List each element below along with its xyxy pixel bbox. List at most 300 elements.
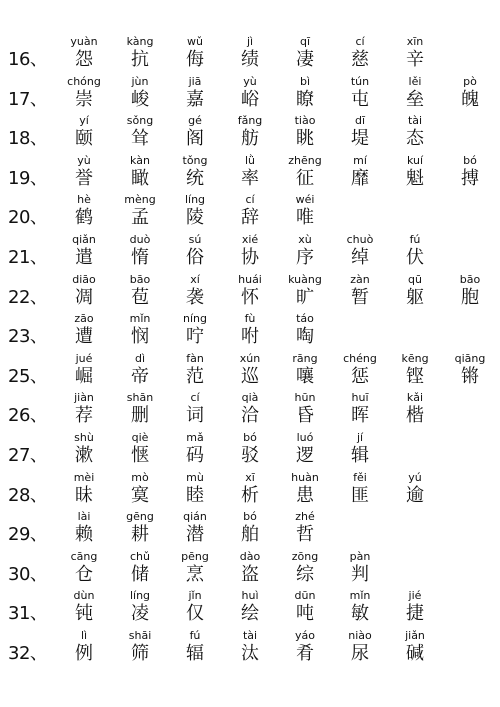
hanzi-character: 巡 (241, 365, 259, 387)
pinyin-label: pò (463, 74, 477, 88)
char-cell (55, 153, 113, 190)
char-cell (221, 153, 279, 190)
pinyin-label: bó (243, 510, 257, 524)
hanzi-character: 舫 (241, 128, 259, 150)
char-cell (111, 509, 169, 546)
hanzi-character: 嘉 (186, 88, 204, 110)
pinyin-label: xié (241, 233, 259, 246)
hanzi-character: 捷 (406, 603, 424, 625)
pinyin-label: jùn (131, 74, 149, 88)
char-cell (386, 588, 444, 625)
pinyin-label: xún (239, 351, 261, 365)
pinyin-label: yuàn (70, 35, 98, 48)
pinyin-label: diāo (72, 272, 96, 286)
pinyin-label: jiàn (74, 391, 94, 405)
char-cell (331, 430, 389, 467)
char-cell (331, 470, 389, 507)
row-number: 21、 (8, 247, 48, 268)
hanzi-character: 垒 (406, 88, 424, 110)
hanzi-character: 赖 (75, 524, 93, 546)
hanzi-character: 靡 (351, 167, 369, 189)
hanzi-character: 怀 (241, 286, 259, 308)
row-number: 28、 (8, 484, 48, 506)
char-cell (221, 311, 279, 348)
pinyin-label: jǐn (188, 589, 202, 603)
hanzi-character: 尿 (351, 643, 369, 664)
hanzi-character: 潜 (186, 524, 204, 546)
char-cell (166, 153, 224, 190)
char-cell (441, 74, 499, 111)
pinyin-label: kàng (126, 35, 154, 48)
char-cell (386, 153, 444, 190)
hanzi-character: 耕 (131, 524, 149, 546)
hanzi-character: 铿 (406, 365, 424, 387)
hanzi-character: 屯 (351, 88, 369, 110)
char-cell (166, 509, 224, 546)
char-cell (221, 232, 279, 269)
hanzi-character: 旷 (296, 286, 314, 308)
hanzi-character: 阁 (186, 128, 204, 150)
hanzi-character: 陵 (186, 207, 204, 229)
hanzi-character: 峪 (241, 88, 259, 110)
hanzi-character: 绰 (351, 247, 369, 268)
hanzi-character: 鹤 (75, 207, 93, 229)
pinyin-label: niào (348, 629, 372, 642)
hanzi-character: 暂 (351, 286, 369, 308)
char-cell (166, 272, 224, 309)
word-row (0, 113, 500, 151)
pinyin-label: dùn (73, 589, 95, 603)
char-cell (55, 549, 113, 586)
char-cell (331, 272, 389, 309)
char-cell (221, 628, 279, 665)
hanzi-character: 率 (241, 167, 259, 189)
pinyin-label: qián (183, 510, 207, 524)
pinyin-label: mò (131, 470, 149, 484)
pinyin-label: kǎi (406, 391, 424, 405)
hanzi-character: 钝 (75, 603, 93, 625)
hanzi-character: 漱 (75, 445, 93, 466)
hanzi-character: 俗 (186, 247, 204, 268)
hanzi-character: 患 (296, 484, 314, 506)
hanzi-character: 序 (296, 247, 314, 268)
pinyin-label: xù (298, 233, 312, 246)
row-number: 32、 (8, 643, 48, 664)
pinyin-label: chéng (343, 351, 377, 365)
char-cell (166, 549, 224, 586)
row-number: 30、 (8, 563, 48, 585)
hanzi-character: 辛 (406, 49, 424, 70)
char-cell (221, 430, 279, 467)
char-cell (386, 74, 444, 111)
pinyin-label: yù (243, 74, 257, 88)
char-cell (221, 74, 279, 111)
pinyin-label: jiā (188, 74, 202, 88)
pinyin-label: duò (129, 233, 151, 246)
pinyin-label: qiè (131, 431, 149, 444)
hanzi-character: 统 (186, 167, 204, 189)
hanzi-character: 匪 (351, 484, 369, 506)
pinyin-label: wǔ (187, 35, 203, 48)
pinyin-label: shāi (128, 629, 152, 642)
hanzi-character: 洽 (241, 405, 259, 427)
pinyin-label: fú (409, 233, 421, 246)
hanzi-character: 凌 (131, 603, 149, 625)
pinyin-label: bó (243, 431, 257, 444)
hanzi-character: 伏 (406, 247, 424, 268)
word-row (0, 153, 500, 191)
char-cell (276, 113, 334, 150)
char-cell (441, 153, 499, 190)
word-row (0, 192, 500, 230)
char-cell (166, 351, 224, 388)
pinyin-label: jiǎn (405, 629, 425, 642)
pinyin-label: xī (245, 470, 255, 484)
hanzi-character: 瞰 (131, 167, 149, 189)
char-cell (331, 628, 389, 665)
pinyin-label: zhé (295, 510, 315, 524)
pinyin-label: luó (296, 431, 314, 444)
pinyin-label: gé (188, 114, 202, 128)
hanzi-character: 盗 (241, 563, 259, 585)
hanzi-character: 协 (241, 247, 259, 268)
char-cell (221, 272, 279, 309)
char-cell (386, 351, 444, 388)
pinyin-label: jué (75, 351, 93, 365)
pinyin-label: lěi (408, 74, 422, 88)
word-row (0, 74, 500, 112)
char-cell (276, 470, 334, 507)
pinyin-label: mǐn (129, 312, 151, 326)
hanzi-character: 绩 (241, 49, 259, 70)
pinyin-label: zàn (350, 272, 370, 286)
hanzi-character: 帝 (131, 365, 149, 387)
row-number: 27、 (8, 445, 48, 466)
char-cell (111, 232, 169, 269)
pinyin-label: huái (238, 272, 262, 286)
pinyin-label: gēng (126, 510, 154, 524)
char-cell (276, 153, 334, 190)
pinyin-label: zhēng (288, 153, 322, 167)
pinyin-label: huì (241, 589, 259, 603)
pinyin-label: lài (77, 510, 91, 524)
hanzi-character: 汰 (241, 643, 259, 664)
char-cell (221, 113, 279, 150)
pinyin-label: shān (126, 391, 154, 405)
hanzi-character: 崇 (75, 88, 93, 110)
char-cell (276, 628, 334, 665)
hanzi-character: 凋 (75, 286, 93, 308)
hanzi-character: 咐 (241, 326, 259, 348)
char-cell (386, 470, 444, 507)
pinyin-label: chóng (67, 74, 101, 88)
pinyin-label: kuàng (288, 272, 322, 286)
char-cell (276, 351, 334, 388)
hanzi-character: 惬 (131, 445, 149, 466)
char-cell (55, 311, 113, 348)
char-cell (276, 430, 334, 467)
pinyin-label: fěi (353, 470, 367, 484)
char-cell (386, 272, 444, 309)
pinyin-label: tiào (294, 114, 316, 128)
hanzi-character: 耸 (131, 128, 149, 150)
char-cell (386, 390, 444, 427)
hanzi-character: 例 (75, 643, 93, 664)
hanzi-character: 眺 (296, 128, 314, 150)
char-cell (111, 34, 169, 71)
hanzi-character: 码 (186, 445, 204, 466)
hanzi-character: 袭 (186, 286, 204, 308)
char-cell (55, 509, 113, 546)
hanzi-character: 慈 (351, 49, 369, 70)
word-row (0, 628, 500, 666)
hanzi-character: 遣 (75, 247, 93, 268)
pinyin-label: jí (356, 431, 364, 444)
pinyin-label: chuò (346, 233, 374, 246)
char-cell (111, 470, 169, 507)
hanzi-character: 肴 (296, 643, 314, 664)
hanzi-character: 吨 (296, 603, 314, 625)
pinyin-label: pàn (349, 549, 371, 563)
pinyin-label: rāng (292, 351, 318, 365)
char-cell (276, 192, 334, 229)
hanzi-character: 怨 (75, 49, 93, 70)
char-cell (276, 34, 334, 71)
hanzi-character: 崛 (75, 365, 93, 387)
pinyin-label: hūn (294, 391, 316, 405)
pinyin-label: yáo (295, 629, 315, 642)
pinyin-label: bāo (459, 272, 481, 286)
row-number: 18、 (8, 128, 48, 150)
hanzi-character: 楷 (406, 405, 424, 427)
char-cell (166, 588, 224, 625)
hanzi-character: 咛 (186, 326, 204, 348)
row-number: 16、 (8, 49, 48, 70)
char-cell (166, 390, 224, 427)
char-cell (166, 113, 224, 150)
pinyin-label: jì (246, 35, 254, 48)
char-cell (55, 232, 113, 269)
pinyin-label: huàn (291, 470, 319, 484)
char-cell (221, 509, 279, 546)
hanzi-character: 凄 (296, 49, 314, 70)
char-cell (386, 232, 444, 269)
hanzi-character: 析 (241, 484, 259, 506)
char-cell (221, 390, 279, 427)
char-cell (331, 588, 389, 625)
pinyin-label: zāo (74, 312, 94, 326)
char-cell (111, 430, 169, 467)
char-cell (55, 192, 113, 229)
char-cell (276, 74, 334, 111)
hanzi-character: 睦 (186, 484, 204, 506)
char-cell (331, 232, 389, 269)
hanzi-character: 荐 (75, 405, 93, 427)
hanzi-character: 逻 (296, 445, 314, 466)
hanzi-character: 侮 (186, 49, 204, 70)
char-cell (111, 628, 169, 665)
char-cell (111, 153, 169, 190)
hanzi-character: 魁 (406, 167, 424, 189)
char-cell (111, 351, 169, 388)
hanzi-character: 孟 (131, 207, 149, 229)
char-cell (111, 549, 169, 586)
char-cell (221, 470, 279, 507)
row-number: 25、 (8, 365, 48, 387)
hanzi-character: 绘 (241, 603, 259, 625)
word-row (0, 351, 500, 389)
pinyin-label: tǒng (182, 153, 208, 167)
char-cell (55, 628, 113, 665)
pinyin-label: kàn (130, 153, 150, 167)
hanzi-character: 嚷 (296, 365, 314, 387)
pinyin-label: chǔ (130, 549, 150, 563)
word-row (0, 232, 500, 270)
hanzi-character: 筛 (131, 643, 149, 664)
char-cell (55, 351, 113, 388)
hanzi-character: 锵 (461, 365, 479, 387)
hanzi-character: 峻 (131, 88, 149, 110)
word-row (0, 390, 500, 428)
char-cell (166, 34, 224, 71)
char-cell (221, 351, 279, 388)
hanzi-character: 惰 (131, 247, 149, 268)
char-cell (166, 311, 224, 348)
char-cell (166, 470, 224, 507)
pinyin-label: fǎng (237, 114, 263, 128)
pinyin-label: xīn (406, 35, 424, 48)
char-cell (166, 232, 224, 269)
char-cell (331, 390, 389, 427)
pinyin-label: yù (77, 153, 91, 167)
char-cell (276, 390, 334, 427)
pinyin-label: tài (407, 114, 423, 128)
hanzi-character: 综 (296, 563, 314, 585)
hanzi-character: 昧 (75, 484, 93, 506)
pinyin-label: lǜ (244, 153, 256, 167)
pinyin-label: líng (184, 193, 206, 207)
pinyin-label: bì (299, 74, 311, 88)
pinyin-label: cí (355, 35, 365, 48)
char-cell (386, 113, 444, 150)
pinyin-label: táo (296, 312, 314, 326)
pinyin-label: qū (408, 272, 422, 286)
hanzi-character: 瞭 (296, 88, 314, 110)
pinyin-label: jié (408, 589, 422, 603)
hanzi-character: 晖 (351, 405, 369, 427)
hanzi-character: 烹 (186, 563, 204, 585)
row-number: 23、 (8, 326, 48, 348)
pinyin-label: yú (408, 470, 422, 484)
hanzi-character: 寞 (131, 484, 149, 506)
char-cell (276, 272, 334, 309)
char-cell (441, 351, 499, 388)
pinyin-label: xí (190, 272, 200, 286)
char-cell (331, 549, 389, 586)
char-cell (276, 549, 334, 586)
pinyin-label: lì (80, 629, 88, 642)
pinyin-label: qià (241, 391, 259, 405)
char-cell (111, 113, 169, 150)
char-cell (111, 272, 169, 309)
pinyin-label: mèi (73, 470, 95, 484)
char-cell (441, 272, 499, 309)
pinyin-label: mǎ (186, 431, 204, 444)
pinyin-label: líng (129, 589, 151, 603)
char-cell (55, 390, 113, 427)
row-number: 26、 (8, 405, 48, 427)
pinyin-label: qiāng (454, 351, 486, 365)
hanzi-character: 抗 (131, 49, 149, 70)
pinyin-label: cāng (70, 549, 98, 563)
char-cell (111, 192, 169, 229)
word-row (0, 34, 500, 72)
char-cell (166, 628, 224, 665)
pinyin-label: fú (189, 629, 201, 642)
word-row (0, 430, 500, 468)
pinyin-label: tún (350, 74, 370, 88)
hanzi-character: 态 (406, 128, 424, 150)
char-cell (55, 272, 113, 309)
pinyin-label: yí (79, 114, 89, 128)
pinyin-label: dào (239, 549, 261, 563)
hanzi-character: 誉 (75, 167, 93, 189)
hanzi-character: 征 (296, 167, 314, 189)
char-cell (276, 232, 334, 269)
pinyin-label: mù (186, 470, 204, 484)
char-cell (111, 390, 169, 427)
char-cell (111, 74, 169, 111)
char-cell (331, 153, 389, 190)
hanzi-character: 搏 (461, 167, 479, 189)
hanzi-character: 唯 (296, 207, 314, 229)
char-cell (55, 430, 113, 467)
char-cell (55, 588, 113, 625)
pinyin-label: sǒng (126, 114, 154, 128)
char-cell (276, 509, 334, 546)
char-cell (55, 113, 113, 150)
hanzi-character: 苞 (131, 286, 149, 308)
char-cell (276, 311, 334, 348)
char-cell (221, 549, 279, 586)
char-cell (55, 74, 113, 111)
row-number: 20、 (8, 207, 48, 229)
hanzi-character: 胞 (461, 286, 479, 308)
word-row (0, 588, 500, 626)
pinyin-label: kuí (406, 153, 424, 167)
pinyin-label: kēng (401, 351, 429, 365)
hanzi-character: 昏 (296, 405, 314, 427)
char-cell (386, 628, 444, 665)
char-cell (331, 113, 389, 150)
pinyin-label: pēng (181, 549, 209, 563)
char-cell (111, 588, 169, 625)
pinyin-label: dūn (294, 589, 316, 603)
pinyin-label: tài (242, 629, 258, 642)
pinyin-label: dì (134, 351, 146, 365)
hanzi-character: 堤 (351, 128, 369, 150)
hanzi-character: 遭 (75, 326, 93, 348)
char-cell (111, 311, 169, 348)
pinyin-label: fù (244, 312, 256, 326)
pinyin-label: mí (353, 153, 367, 167)
pinyin-label: qī (299, 35, 311, 48)
hanzi-character: 辑 (351, 445, 369, 466)
pinyin-label: zōng (291, 549, 319, 563)
hanzi-character: 啕 (296, 326, 314, 348)
char-cell (221, 192, 279, 229)
hanzi-character: 仓 (75, 563, 93, 585)
